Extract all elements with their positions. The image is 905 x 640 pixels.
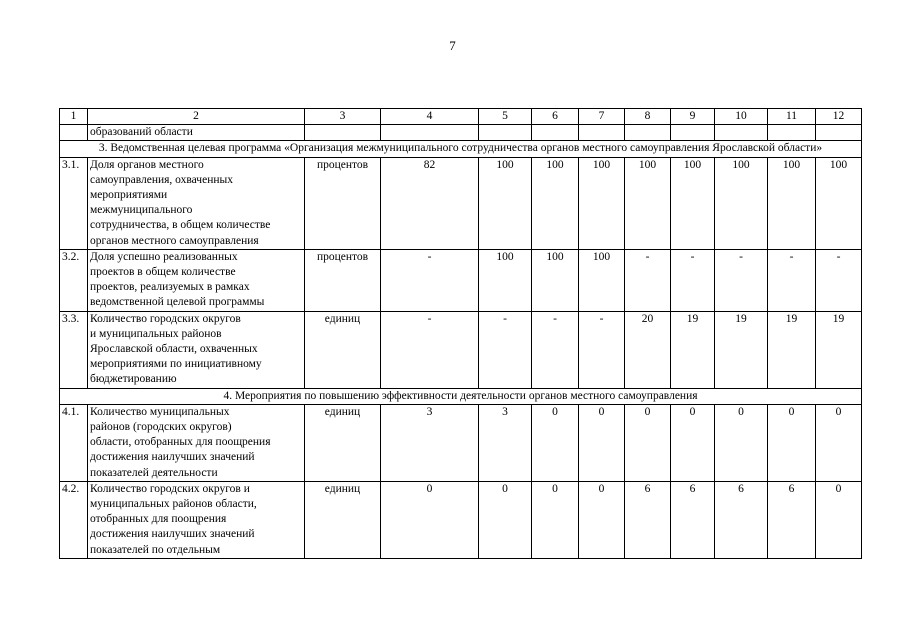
column-number-header: 7 [579,109,625,125]
value-cell: - [381,249,479,311]
header-row [60,109,862,125]
column-number-header: 6 [532,109,579,125]
value-cell: 6 [715,481,768,558]
table-cell [579,125,625,141]
value-cell: 6 [768,481,816,558]
indicator-name-line: области, отобранных для поощрения [90,436,271,449]
column-number-header: 1 [60,109,88,125]
value-cell: - [479,311,532,388]
value-cell: 0 [479,481,532,558]
indicator-name-line: и муниципальных районов [90,327,222,340]
indicator-name-line: Количество городских округов и [90,482,250,495]
indicator-name-line: ведомственной целевой программы [90,296,265,309]
table-cell [381,125,479,141]
table-cell [715,125,768,141]
indicator-name-line: достижения наилучших значений [90,451,255,464]
column-number-header: 9 [671,109,715,125]
indicator-name-line: самоуправления, охваченных [90,173,233,186]
section-4-title: 4. Мероприятия по повышению эффективности деятельности органов местного самоуправления [60,388,862,404]
value-cell: 0 [532,404,579,481]
indicator-name-line: показателей по отдельным [90,543,221,556]
value-cell: 19 [715,311,768,388]
value-cell: - [715,249,768,311]
value-cell: 6 [671,481,715,558]
value-cell: 100 [715,157,768,249]
indicator-name-line: показателей деятельности [90,466,218,479]
value-cell: 0 [381,481,479,558]
indicator-name-line: Количество городских округов [90,312,241,325]
indicator-name-line: проектов, реализуемых в рамках [90,281,250,294]
table-cell [671,125,715,141]
indicators-table [59,108,862,559]
table-cell [816,125,862,141]
value-cell: - [625,249,671,311]
indicator-name-cell [88,404,305,481]
table-cell [625,125,671,141]
value-cell: 19 [816,311,862,388]
indicator-name-line: Количество муниципальных [90,405,230,418]
unit-cell: единиц [305,404,381,481]
continued-row [60,125,862,141]
value-cell: 19 [768,311,816,388]
value-cell: 100 [479,249,532,311]
section-row-3 [60,141,862,157]
indicator-name-line: проектов в общем количестве [90,266,236,279]
indicator-name-cell: образований области [88,125,305,141]
value-cell: 0 [816,481,862,558]
indicator-name-line: достижения наилучших значений [90,528,255,541]
indicator-name-line: мероприятиями по инициативному [90,358,262,371]
value-cell: 100 [671,157,715,249]
value-cell: 100 [579,157,625,249]
column-number-header: 5 [479,109,532,125]
value-cell: - [532,311,579,388]
value-cell: 0 [532,481,579,558]
table-cell [305,125,381,141]
column-number-header: 3 [305,109,381,125]
value-cell: 0 [579,481,625,558]
indicator-name-line: сотрудничества, в общем количестве [90,219,271,232]
indicator-name-line: Доля успешно реализованных [90,250,238,263]
row-number-cell: 3.2. [60,249,88,311]
column-number-header: 12 [816,109,862,125]
table-row [60,311,862,388]
value-cell: 6 [625,481,671,558]
value-cell: 0 [625,404,671,481]
column-number-header: 4 [381,109,479,125]
indicator-name-line: межмуниципального [90,204,193,217]
value-cell: 0 [579,404,625,481]
table-row [60,481,862,558]
column-number-header: 8 [625,109,671,125]
indicator-name-line: мероприятиями [90,189,168,202]
table-row [60,157,862,249]
indicator-name-cell [88,157,305,249]
value-cell: - [768,249,816,311]
value-cell: 3 [381,404,479,481]
unit-cell: процентов [305,157,381,249]
value-cell: 0 [671,404,715,481]
value-cell: 0 [816,404,862,481]
indicator-name-line: отобранных для поощрения [90,513,227,526]
value-cell: 100 [816,157,862,249]
table-cell [532,125,579,141]
section-row-4 [60,388,862,404]
value-cell: - [671,249,715,311]
value-cell: 0 [715,404,768,481]
indicator-name-line: Ярославской области, охваченных [90,343,258,356]
section-3-title: 3. Ведомственная целевая программа «Организация межмуниципального сотрудничества органов местного самоуправления Ярославской области» [60,141,862,157]
value-cell: 82 [381,157,479,249]
value-cell: 0 [768,404,816,481]
table-cell [479,125,532,141]
value-cell: 19 [671,311,715,388]
unit-cell: процентов [305,249,381,311]
value-cell: - [816,249,862,311]
value-cell: 100 [579,249,625,311]
row-number-cell: 4.1. [60,404,88,481]
value-cell: 100 [768,157,816,249]
table-cell [768,125,816,141]
value-cell: - [579,311,625,388]
indicator-name-cell [88,249,305,311]
indicator-name-line: бюджетированию [90,373,177,386]
value-cell: 20 [625,311,671,388]
row-number-cell: 3.1. [60,157,88,249]
table-cell [60,125,88,141]
indicator-name-line: районов (городских округов) [90,421,232,434]
value-cell: 100 [625,157,671,249]
column-number-header: 2 [88,109,305,125]
indicator-name-line: Доля органов местного [90,158,204,171]
column-number-header: 10 [715,109,768,125]
unit-cell: единиц [305,481,381,558]
value-cell: 100 [532,249,579,311]
indicator-name-cell [88,311,305,388]
row-number-cell: 3.3. [60,311,88,388]
row-number-cell: 4.2. [60,481,88,558]
table-row [60,404,862,481]
table-row [60,249,862,311]
indicator-name-line: органов местного самоуправления [90,234,259,247]
value-cell: - [381,311,479,388]
indicator-name-cell [88,481,305,558]
value-cell: 100 [532,157,579,249]
indicator-name-line: муниципальных районов области, [90,498,257,511]
column-number-header: 11 [768,109,816,125]
page-number: 7 [449,38,456,53]
value-cell: 3 [479,404,532,481]
value-cell: 100 [479,157,532,249]
unit-cell: единиц [305,311,381,388]
